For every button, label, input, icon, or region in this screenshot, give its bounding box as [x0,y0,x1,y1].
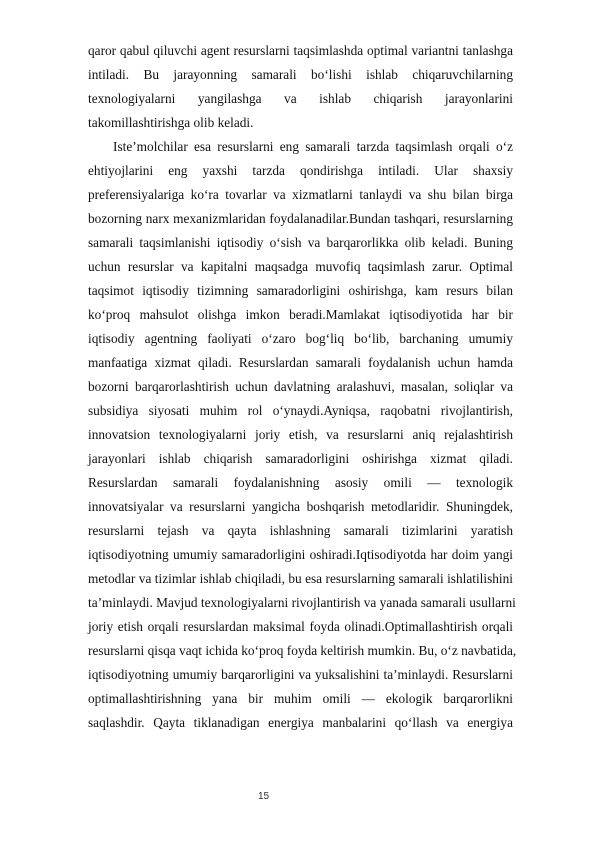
text-line: bozorni barqarorlashtirish uchun davlatning aralashuvi, masalan, soliqlar va [88,379,513,394]
text-line: ehtiyojlarini eng yaxshi tarzda qondirishga intiladi. Ular shaxsiy [88,163,513,178]
text-line: ko‘proq mahsulot olishga imkon beradi.Mamlakat iqtisodiyotida har bir [88,307,513,322]
text-line: uchun resurslar va kapitalni maqsadga muvofiq taqsimlash zarur. Optimal [88,259,513,274]
text-line: qaror qabul qiluvchi agent resurslarni taqsimlashda optimal variantni tanlashga [88,43,513,58]
text-line: bozorning narx mexanizmlaridan foydalanadilar.Bundan tashqari, resurslarning [88,211,513,226]
text-line: takomillashtirishga olib keladi. [88,115,254,130]
text-line: Resurslardan samarali foydalanishning asosiy omili — texnologik [88,475,513,490]
page-number: 15 [258,791,270,802]
paragraph-first-line: Iste’molchilar esa resurslarni eng samarali tarzda taqsimlash orqali o‘z [113,139,513,154]
text-line: optimallashtirishning yana bir muhim omili — ekologik barqarorlikni [88,691,513,706]
text-line: iqtisodiyotning umumiy barqarorligini va yuksalishini ta’minlaydi. Resurslarni [88,667,513,682]
text-line: joriy etish orqali resurslardan maksimal foyda olinadi.Optimallashtirish orqali [88,619,513,634]
text-line: resurslarni qisqa vaqt ichida ko‘proq foyda keltirish mumkin. Bu, o‘z navbatida, [88,643,517,658]
text-line: iqtisodiy agentning faoliyati o‘zaro bog‘liq bo‘lib, barchaning umumiy [88,331,513,346]
text-line: iqtisodiyotning umumiy samaradorligini oshiradi.Iqtisodiyotda har doim yangi [88,547,513,562]
text-line: taqsimot iqtisodiy tizimning samaradorligini oshirishga, kam resurs bilan [88,283,513,298]
text-line: ta’minlaydi. Mavjud texnologiyalarni rivojlantirish va yanada samarali usullarni [88,595,516,610]
text-line: subsidiya siyosati muhim rol o‘ynaydi.Ayniqsa, raqobatni rivojlantirish, [88,403,513,418]
text-line: intiladi. Bu jarayonning samarali bo‘lishi ishlab chiqaruvchilarning [88,67,513,82]
text-line: preferensiyalariga ko‘ra tovarlar va xizmatlarni tanlaydi va shu bilan birga [88,187,513,202]
text-line: saqlashdir. Qayta tiklanadigan energiya manbalarini qo‘llash va energiya [88,715,513,730]
text-line: samarali taqsimlanishi iqtisodiy o‘sish va barqarorlikka olib keladi. Buning [88,235,513,250]
body-text [88,39,517,735]
text-line: metodlar va tizimlar ishlab chiqiladi, bu esa resurslarning samarali ishlatilishini [88,571,513,586]
text-line: texnologiyalarni yangilashga va ishlab chiqarish jarayonlarini [88,91,513,106]
text-line: innovatsion texnologiyalarni joriy etish, va resurslarni aniq rejalashtirish [88,427,513,442]
text-line: jarayonlari ishlab chiqarish samaradorligini oshirishga xizmat qiladi. [88,451,513,466]
text-line: innovatsiyalar va resurslarni yangicha boshqarish metodlaridir. Shuningdek, [88,499,513,514]
text-line: resurslarni tejash va qayta ishlashning samarali tizimlarini yaratish [88,523,513,538]
text-line: manfaatiga xizmat qiladi. Resurslardan samarali foydalanish uchun hamda [88,355,513,370]
